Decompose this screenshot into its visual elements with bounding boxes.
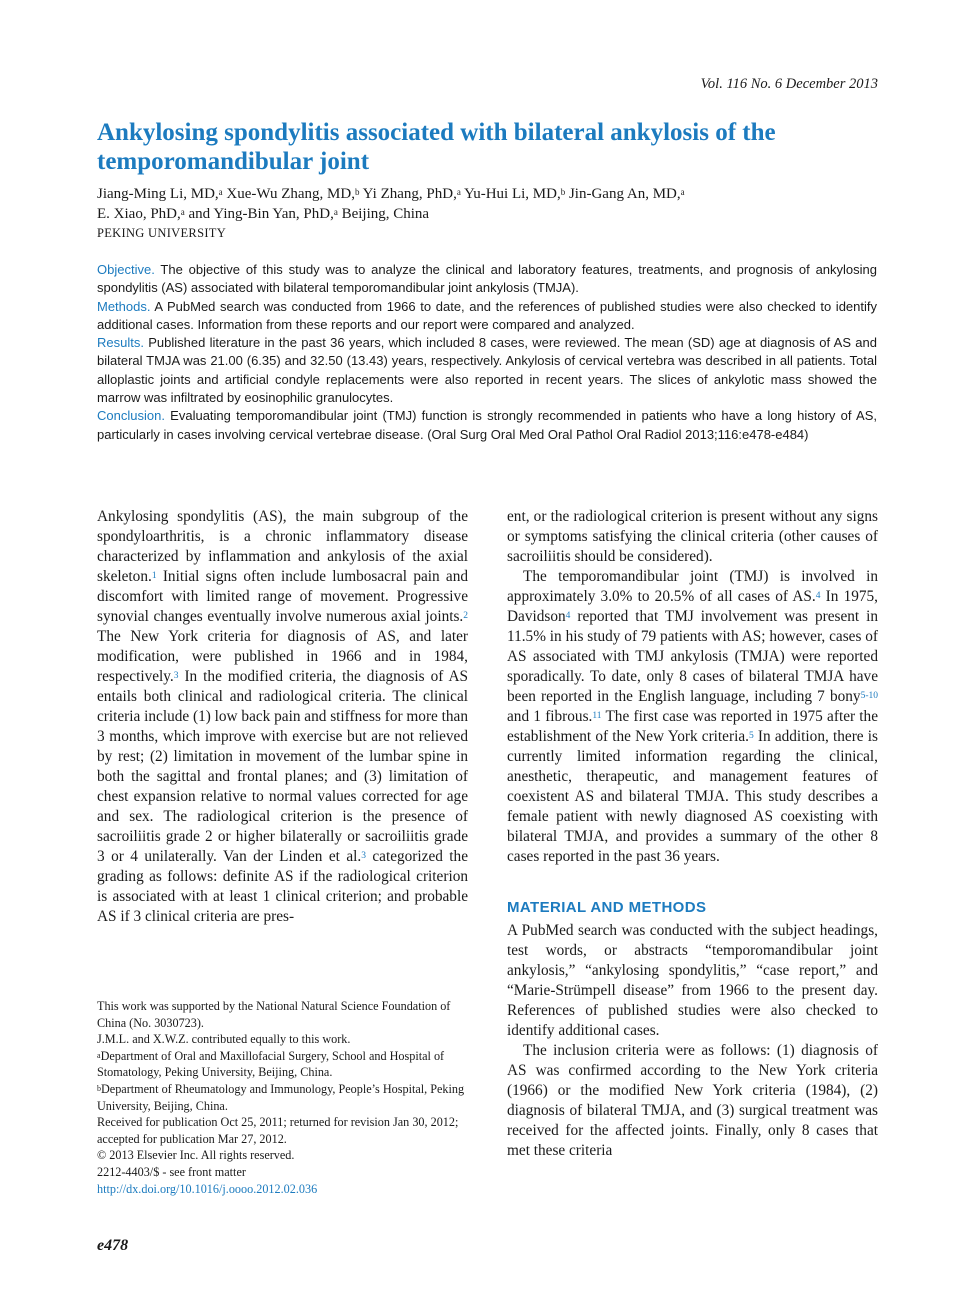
citation-link[interactable]: 3 [361, 851, 366, 861]
affiliation-marker: a [333, 207, 338, 217]
author-name: Yu-Hui Li, MD, [464, 186, 561, 202]
body-text: In the modified criteria, the diagnosis of AS entails both clinical and radiological criteria. The clinical criteria include (1) low back pain and stiffness for more than 3 months, which improve with exercise but are not relieved by rest; (2) limitation in movement of the lumbar spine in both the sagittal and frontal planes; and (3) limitation of chest expansion relative to normal values corrected for age and sex. The radiological criterion is the presence of sacroiliitis grade 2 or higher bilaterally or sacroiliitis grade 3 or 4 unilaterally. Van der Linden et al. [97, 668, 468, 865]
author-name: Ying-Bin Yan, PhD, [213, 206, 334, 222]
body-text: categorized the grading as follows: definite AS if the radiological criterion is associated with at least 1 clinical criterion; and probable AS if 3 clinical criteria are pres- [97, 848, 468, 925]
body-text: The New York criteria for diagnosis of AS, and later modification, were published in 1966 and in 1984, respectively. [97, 628, 468, 685]
author-location: Beijing, China [341, 206, 430, 222]
body-text: The first case was reported in 1975 after the establishment of the New York criteria. [507, 708, 878, 745]
author-name: Yi Zhang, PhD, [362, 186, 457, 202]
body-text: reported that TMJ involvement was present in 11.5% in his study of 79 patients with AS; however, cases of AS associated with TMJ ankylosis (TMJA) were reported sporadically. To date, only 8 cases of bilateral TMJA have been reported in the English language, including 7 bony [507, 608, 878, 705]
abstract-methods [97, 298, 877, 335]
footnote-affiliation-b [97, 1081, 469, 1114]
footnote-dates: Received for publication Oct 25, 2011; returned for revision Jan 30, 2012; accepted for publication Mar 27, 2012. [97, 1115, 459, 1146]
citation-link[interactable]: 5-10 [860, 691, 878, 701]
institution: PEKING UNIVERSITY [97, 226, 227, 240]
affiliation-marker: a [180, 207, 185, 217]
author-name: Jin-Gang An, MD, [568, 186, 681, 202]
footnote-funding: This work was supported by the National Natural Science Foundation of China (No. 3030723). [97, 999, 451, 1030]
methods-paragraph-1: A PubMed search was conducted with the subject headings, test words, or abstracts “temporomandibular joint ankylosis,” “ankylosing spondylitis,” “case report,” and “Marie-Strümpell disease” from 1966 to the present day. References of published studies were also checked to identify additional cases. [507, 922, 878, 1039]
affiliation-marker: a [218, 187, 223, 197]
body-text: In addition, there is currently limited information regarding the clinical, anesthetic, therapeutic, and management features of coexistent AS and bilateral TMJA. This study describes a female patient with newly diagnosed AS coexisting with bilateral TMJA, and provides a summary of the other 8 cases reported in the past 36 years. [507, 728, 878, 865]
citation-link[interactable]: 4 [565, 611, 571, 621]
abstract-conclusion [97, 407, 877, 444]
article-title: Ankylosing spondylitis associated with bilateral ankylosis of the temporomandibular joint [97, 119, 776, 175]
body-text: and 1 fibrous. [507, 708, 593, 725]
citation-link[interactable]: 11 [592, 711, 602, 721]
affiliation-text: Department of Rheumatology and Immunology, People’s Hospital, Peking University, Beijing, China. [97, 1081, 465, 1113]
footnote-doi [97, 1181, 469, 1198]
footnote-equal-contribution: J.M.L. and X.W.Z. contributed equally to this work. [97, 1032, 351, 1047]
abstract-methods-label: Methods. [97, 298, 151, 314]
abstract-results-label: Results. [97, 335, 144, 351]
footnote-issn: 2212-4403/$ - see front matter [97, 1164, 246, 1179]
affiliation-marker: b [560, 187, 566, 197]
citation-link[interactable]: 4 [815, 591, 821, 601]
affiliation-text: Department of Oral and Maxillofacial Surgery, School and Hospital of Stomatology, Peking University, Beijing, China. [97, 1048, 445, 1080]
section-heading: MATERIAL AND METHODS [507, 899, 707, 916]
author-conjunction: and [188, 206, 211, 222]
abstract-conclusion-label: Conclusion. [97, 408, 165, 424]
abstract-objective [97, 261, 877, 298]
citation-link[interactable]: 1 [151, 571, 157, 581]
author-name: Xue-Wu Zhang, MD, [226, 186, 355, 202]
intro-paragraph-1-continued [507, 507, 878, 567]
affiliation-marker: b [354, 187, 360, 197]
body-column-left [97, 507, 468, 927]
abstract-objective-text: The objective of this study was to analyze the clinical and laboratory features, treatments, and prognosis of ankylosing spondylitis (AS) associated with bilateral temporomandibular joint ankylosis (TMJA). [97, 262, 877, 296]
methods-paragraph-2: The inclusion criteria were as follows: (1) diagnosis of AS was confirmed according to the New York criteria (1966) or the modified New York criteria (1984), (2) diagnosis of bilateral TMJA, and (3) surgical treatment was received for the affected joints. Finally, only 8 cases that met these criteria [507, 1042, 878, 1159]
abstract-results [97, 334, 877, 407]
footnotes [97, 998, 469, 1197]
footnote-copyright: © 2013 Elsevier Inc. All rights reserved. [97, 1148, 295, 1163]
author-list [97, 184, 877, 224]
body-text: In 1975, Davidson [507, 588, 879, 625]
affiliation-marker: b [97, 1083, 101, 1093]
body-text: Initial signs often include lumbosacral pain and discomfort with limited range of movement. Progressive synovial changes eventually involve numerous axial joints. [97, 568, 468, 625]
body-column-right [507, 507, 878, 1161]
body-text: The temporomandibular joint (TMJ) is involved in approximately 3.0% to 20.5% of all cases of AS. [507, 568, 878, 605]
affiliation-marker: a [97, 1050, 101, 1060]
citation-link[interactable]: 2 [463, 611, 468, 621]
journal-reference: Vol. 116 No. 6 December 2013 [700, 76, 878, 92]
author-name: E. Xiao, PhD, [97, 206, 181, 222]
affiliation-marker: a [456, 187, 461, 197]
abstract [97, 261, 877, 444]
intro-paragraph-2 [507, 567, 878, 867]
citation-link[interactable]: 3 [173, 671, 179, 681]
abstract-conclusion-text: Evaluating temporomandibular joint (TMJ) function is strongly recommended in patients who have a long history of AS, particularly in cases involving cervical vertebrae disease. (Oral Surg Oral Med Oral Pathol Oral Radiol 2013;116:e478-e484) [97, 408, 877, 442]
intro-paragraph-1 [97, 507, 468, 927]
affiliation-marker: a [680, 187, 685, 197]
author-name: Jiang-Ming Li, MD, [97, 186, 219, 202]
body-text: Ankylosing spondylitis (AS), the main subgroup of the spondyloarthritis, is a chronic inflammatory disease characterized by inflammation and ankylosis of the axial skeleton. [97, 508, 468, 585]
abstract-methods-text: A PubMed search was conducted from 1966 to date, and the references of published studies were also checked to identify additional cases. Information from these reports and our report were compared and analyzed. [97, 298, 877, 332]
abstract-results-text: Published literature in the past 36 years, which included 8 cases, were reviewed. The mean (SD) age at diagnosis of AS and bilateral TMJA was 21.00 (6.35) and 32.50 (13.43) years, respectively. Ankylosis of cervical vertebra was described in all patients. Total alloplastic joints and artificial condyle replacements were also reported in recent years. The slices of ankylotic mass showed the marrow was infiltrated by eosinophilic granulocytes. [97, 335, 877, 406]
page-number: e478 [97, 1237, 129, 1254]
doi-link[interactable]: http://dx.doi.org/10.1016/j.oooo.2012.02.036 [97, 1181, 318, 1196]
body-text: ent, or the radiological criterion is present without any signs or symptoms satisfying the clinical criteria (other causes of sacroiliitis should be considered). [507, 508, 878, 565]
footnote-affiliation-a [97, 1048, 469, 1081]
abstract-objective-label: Objective. [97, 262, 155, 277]
citation-link[interactable]: 5 [748, 731, 754, 741]
